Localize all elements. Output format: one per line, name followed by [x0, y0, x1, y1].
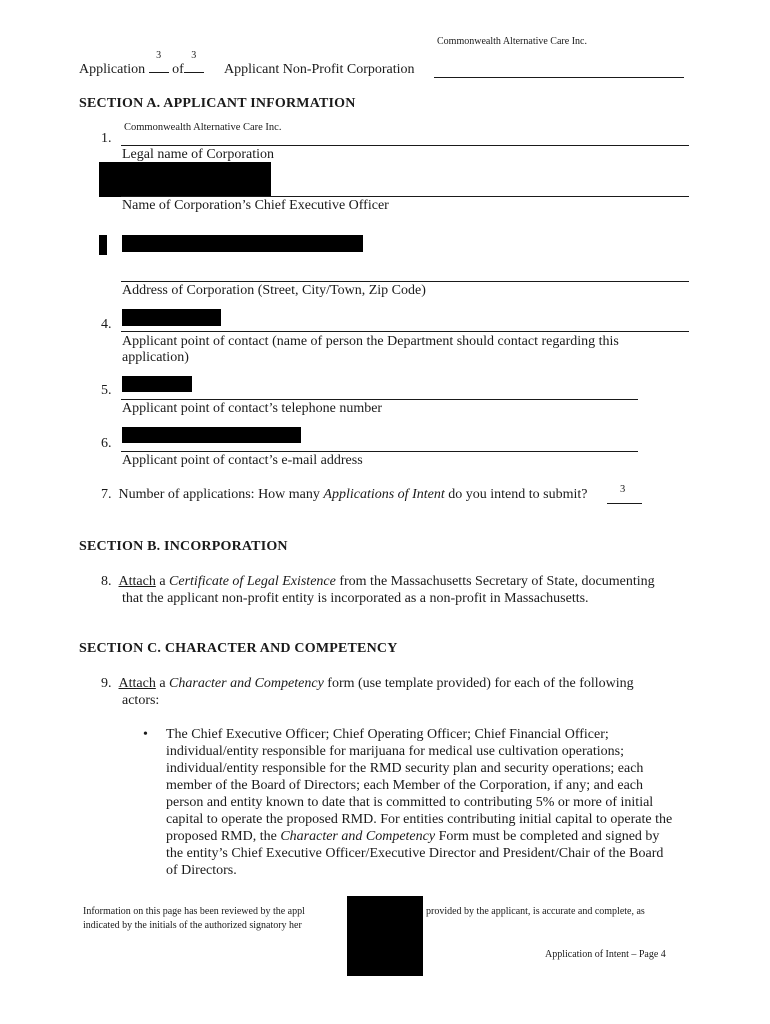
- bullet-line-7-b: Form must be completed and signed by: [438, 829, 660, 844]
- item-9-attach: Attach: [118, 676, 156, 691]
- footer-review-text-left-2: indicated by the initials of the authorized signatory her: [83, 920, 302, 931]
- application-total: 3: [184, 60, 204, 73]
- item-7-number: 7.: [101, 487, 112, 502]
- page-number: Application of Intent – Page 4: [545, 949, 666, 960]
- section-a-title: SECTION A. APPLICANT INFORMATION: [79, 96, 356, 111]
- item-8: [101, 573, 655, 590]
- application-label: Application: [79, 62, 146, 77]
- item-1-number: 1.: [101, 131, 112, 146]
- section-b-title: SECTION B. INCORPORATION: [79, 539, 288, 554]
- legal-name-line: [121, 145, 689, 146]
- item-8-rest: from the Massachusetts Secretary of State, documenting: [339, 574, 655, 589]
- contact-name-label-2: application): [122, 350, 189, 365]
- phone-label: Applicant point of contact’s telephone number: [122, 401, 383, 416]
- bullet-line: of Directors.: [166, 863, 237, 878]
- bullet-line: person and entity known to date that is committed to contributing 5% or more of initial: [166, 795, 654, 810]
- item-9-form-name: Character and Competency: [169, 676, 324, 691]
- section-c-title: SECTION C. CHARACTER AND COMPETENCY: [79, 641, 398, 656]
- applicant-label: Applicant Non-Profit Corporation: [224, 62, 415, 77]
- email-line: [121, 451, 638, 452]
- item-7-text-italic: Applications of Intent: [323, 487, 445, 502]
- contact-name-line: [121, 331, 689, 332]
- application-line: [79, 50, 415, 78]
- bullet-paragraph: [166, 726, 696, 879]
- contact-name-label: Applicant point of contact (name of person the Department should contact regarding this: [122, 334, 619, 349]
- email-label: Applicant point of contact’s e-mail address: [122, 453, 363, 468]
- footer-review-text-left-1: Information on this page has been reviewed by the appl: [83, 906, 305, 917]
- header-org-name: Commonwealth Alternative Care Inc.: [437, 36, 587, 47]
- bullet-line: member of the Board of Directors; each Member of the Corporation, if any; and each: [166, 778, 643, 793]
- bullet-line: The Chief Executive Officer; Chief Operating Officer; Chief Financial Officer;: [166, 727, 609, 742]
- item-8-line-2: that the applicant non-profit entity is incorporated as a non-profit in Massachusetts.: [122, 591, 589, 606]
- bullet-line: individual/entity responsible for marijuana for medical use cultivation operations;: [166, 744, 624, 759]
- item-8-number: 8.: [101, 574, 112, 589]
- item-9: [101, 675, 634, 692]
- footer-review-text-right-1: provided by the applicant, is accurate and complete, as: [426, 906, 645, 917]
- item-7-text-a: Number of applications: How many: [118, 487, 320, 502]
- redaction-box: [99, 235, 107, 255]
- applicant-field-line: [434, 77, 684, 78]
- bullet-line: capital to operate the proposed RMD. For entities contributing initial capital to operate the: [166, 812, 673, 827]
- ceo-name-label: Name of Corporation’s Chief Executive Officer: [122, 198, 389, 213]
- bullet-line-7-form-name: Character and Competency: [280, 829, 436, 844]
- item-9-number: 9.: [101, 676, 112, 691]
- item-9-rest: form (use template provided) for each of the following: [327, 676, 634, 691]
- application-number: 3: [149, 60, 169, 73]
- item-9-line-2: actors:: [122, 693, 160, 708]
- item-5-number: 5.: [101, 383, 112, 398]
- item-6-number: 6.: [101, 436, 112, 451]
- redaction-box: [122, 427, 301, 443]
- item-7-answer-line: [607, 503, 642, 504]
- bullet-icon: •: [143, 727, 148, 742]
- bullet-line: individual/entity responsible for the RMD security plan and security operations; each: [166, 761, 644, 776]
- redaction-box: [347, 896, 423, 976]
- phone-line: [121, 399, 638, 400]
- item-7-text-b: do you intend to submit?: [448, 487, 588, 502]
- item-8-doc-name: Certificate of Legal Existence: [169, 574, 336, 589]
- address-label: Address of Corporation (Street, City/Town, Zip Code): [122, 283, 426, 298]
- item-4-number: 4.: [101, 317, 112, 332]
- redaction-box: [122, 235, 363, 252]
- bullet-line: the entity’s Chief Executive Officer/Executive Director and President/Chair of the Board: [166, 846, 664, 861]
- bullet-line: [166, 828, 696, 845]
- of-label: of: [172, 62, 184, 77]
- address-line: [121, 281, 689, 282]
- bullet-line-7-a: proposed RMD, the: [166, 829, 277, 844]
- redaction-box: [122, 376, 192, 392]
- ceo-name-line: [121, 196, 689, 197]
- redaction-box: [99, 162, 271, 197]
- item-8-article: a: [159, 574, 166, 589]
- redaction-box: [122, 309, 221, 326]
- item-7: [101, 486, 587, 503]
- legal-name-label: Legal name of Corporation: [122, 147, 275, 162]
- item-7-answer: 3: [620, 484, 626, 495]
- item-8-attach: Attach: [118, 574, 156, 589]
- item-9-article: a: [159, 676, 166, 691]
- legal-name-value: Commonwealth Alternative Care Inc.: [124, 122, 282, 133]
